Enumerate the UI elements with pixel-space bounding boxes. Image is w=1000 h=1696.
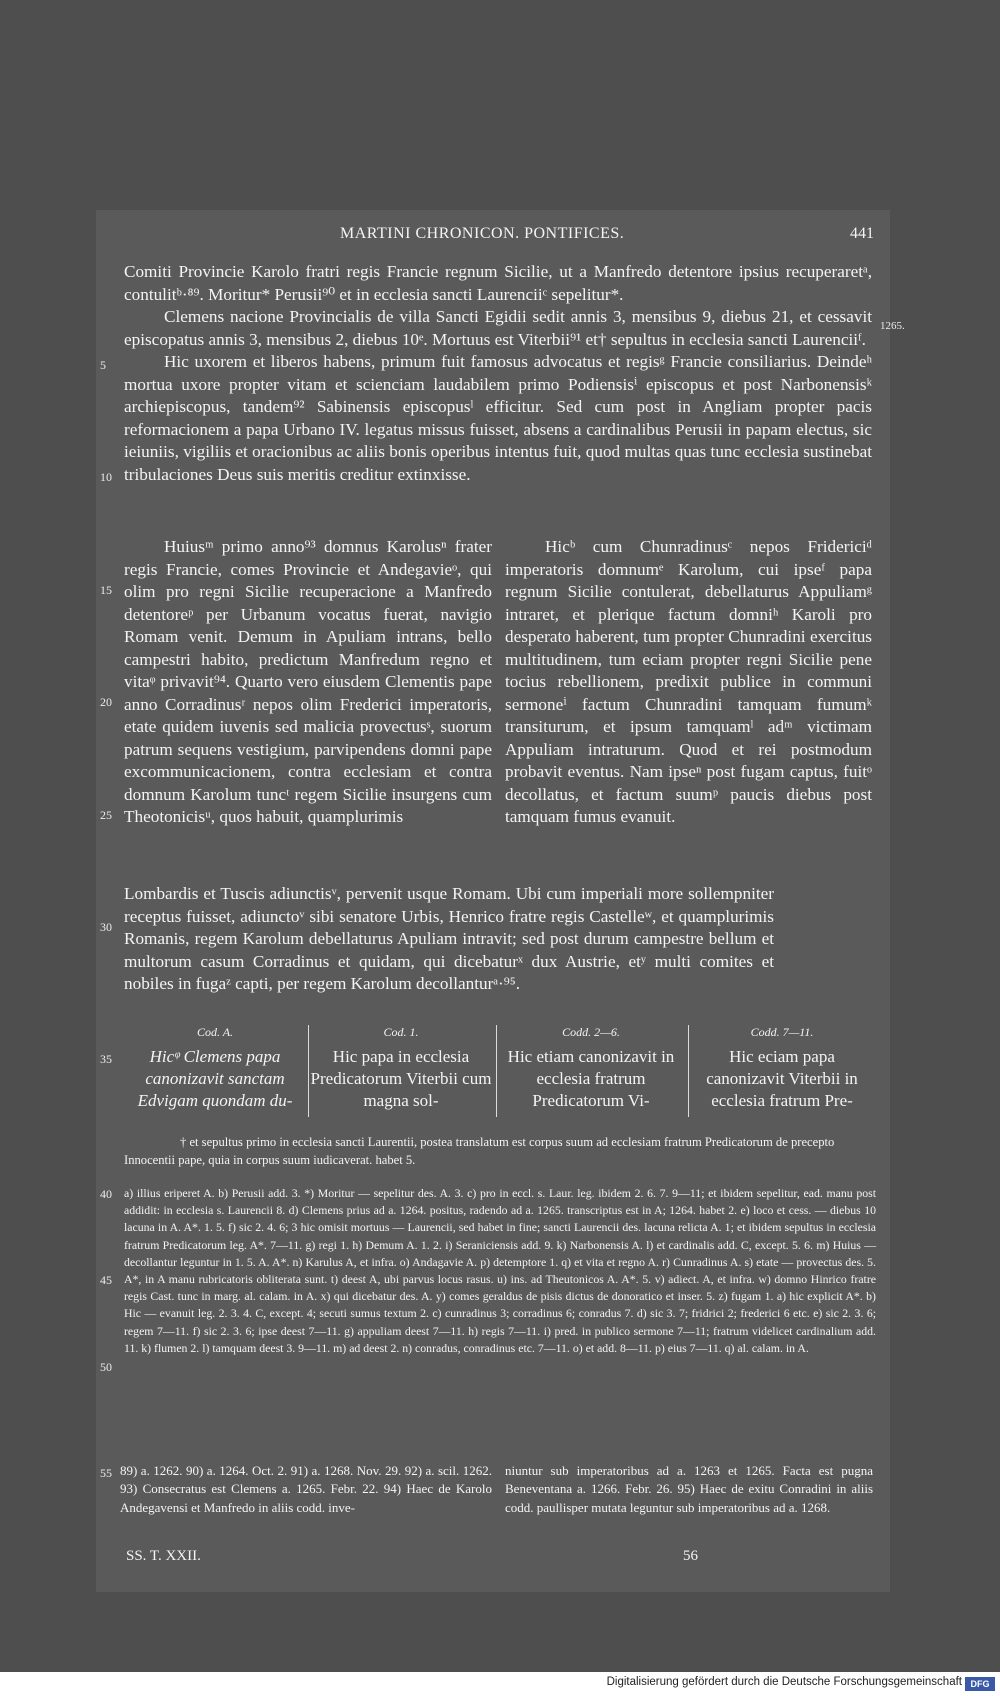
critical-notes-left: 89) a. 1262. 90) a. 1264. Oct. 2. 91) a. 1268. Nov. 29. 92) a. scil. 1262. 93) Consecratus est Clemens a. 1265. Febr. 22. 94) Haec de Karolo Andegavensi et Manfredo in aliis codd. inve- [120,1463,492,1515]
codex-text: Hic papa in ecclesia Predicatorum Viterbii cum magna sol- [310,1047,492,1110]
line-number: 40 [100,1187,112,1201]
critical-notes-right: niuntur sub imperatoribus ad a. 1263 et 1265. Facta est pugna Beneventana a. 1266. Febr. 26. 95) Haec de exitu Conradini in aliis codd. paullisper mutata leguntur sub imperatoribus ad a. 1268. [505,1463,873,1515]
paragraph: Huiusᵐ primo anno⁹³ domnus Karolusⁿ frater regis Francie, comes Provincie et Andegavieᵒ, qui olim pro regni Sicilie recuperacione a Manfredo detentoreᵖ per Urbanum vocatus fuerat, navigio Romam venit. Demum in Apuliam intrans, bello campestri habito, predictum Manfredum regno et vitaᵠ privavit⁹⁴. Quarto vero eiusdem Clementis pape anno Corradinusʳ nepos olim Frederici imperatoris, etate quidem iuvenis sed malicia provectusˢ, suorum patrum sequens vestigium, parvipendens domni pape excommunicacionem, contra ecclesiam et contra domnum Karolum tuncᵗ regem Sicilie insurgens cum Theotonicisᵘ, quos habuit, quamplurimis [124,537,492,826]
codices-table [124,1025,874,1117]
margin-year: 1265. [880,320,905,332]
paragraph: Clemens nacione Provincialis de villa Sancti Egidii sedit annis 3, mensibus 9, diebus 21, et cessavit episcopatus annis 3, mensibus 2, diebus 10ᵉ. Mortuus est Viterbii⁹¹ et† sepultus in ecclesia sancti Laurenciiᶠ. [124,307,872,349]
paragraph: Hic uxorem et liberos habens, primum fuit famosus advocatus et regisᵍ Francie consiliarius. Deindeʰ mortua uxore propter vitam et scienciam laudabilem primo Podiensisⁱ episcopus et post Narbonensisᵏ archiepiscopus, tandem⁹² Sabinensis episcopusˡ efficitur. Sed cum post in Angliam propter pacis reformacionem a papa Urbano IV. legatus missus fuisset, absens a cardinalibus Perusii in papam electus, sic ieiuniis, vigiliis et oracionibus ac aliis bonis operibus intentus fuit, quod multas quas tunc ecclesia sustinebat tribulaciones Deus suis meritis creditur extinxisse. [124,352,872,484]
codex-column [124,1025,306,1117]
line-number: 25 [100,808,112,822]
line-number: 50 [100,1360,112,1374]
paragraph: Comiti Provincie Karolo fratri regis Francie regnum Sicilie, ut a Manfredo detentore ipsius recuperaretᵃ, contulitᵇ·⁸⁹. Moritur* Perusii⁹⁰ et in ecclesia sancti Laurenciiᶜ sepelitur*. [124,262,872,304]
header-title: MARTINI CHRONICON. PONTIFICES. [340,225,625,242]
main-text [124,261,872,486]
line-number: 35 [100,1052,112,1066]
line-number: 15 [100,583,112,597]
dagger-note: † et sepultus primo in ecclesia sancti Laurentii, postea translatum est corpus suum ad ecclesiam fratrum Predicatorum de precepto Innocentii pape, quia in corpus suum iudicaverat. habet 5. [124,1135,835,1167]
codex-column [688,1025,875,1117]
paragraph: Lombardis et Tuscis adiunctisᵛ, pervenit usque Romam. Ubi cum imperiali more sollempniter receptus fuisset, adiunctoᵛ sibi senatore Urbis, Henrico fratre regis Castelleʷ, et quamplurimis Romanis, regem Karolum debellaturus Apuliam intravit; sed post durum campestre bellum et multorum casum Corradinus et quidam, qui dicebaturˣ dux Austrie, etʸ multi comites et nobiles in fugaᶻ capti, per regem Karolum decollanturᵃ·⁹⁵. [124,884,774,993]
codex-heading: Codd. 7—11. [750,1025,814,1039]
dfg-logo: DFG [965,1677,995,1691]
main-text-continued [124,883,774,996]
line-number: 10 [100,470,112,484]
codex-text: Hic etiam canonizavit in ecclesia fratrum Predicatorum Vi- [507,1047,675,1110]
line-number: 45 [100,1273,112,1287]
codex-column [496,1025,685,1117]
left-column [124,536,492,829]
line-number: 30 [100,920,112,934]
volume-signature: SS. T. XXII. [126,1548,201,1564]
codex-text: Hicᵠ Clemens papa canonizavit sanctam Edvigam quondam du- [137,1047,293,1110]
codex-column [308,1025,493,1117]
variant-notes: a) illius eriperet A. b) Perusii add. 3. *) Moritur — sepelitur des. A. 3. c) pro in eccl. s. Laur. leg. ibidem 2. 6. 7. 9—11; et ibidem sepelitur, ead. manu post addidit: in ecclesia s. Laurencii 8. d) Clemens prius ad a. 1264. positus, radendo ad a. 1265. transcriptus est in A; 1264. habet 2. e) loco et cess. — diebus 10 lacuna in A. A*. 1. 5. f) sic 2. 4. 6; 3 hic omisit mortuus — Laurencii, sed habet in fine; sancti Laurencii des. lacuna relicta A. 1; et ibidem sepultus in ecclesia fratrum Predicatorum leg. A*. 7—11. g) regi 1. h) Demum A. 1. 2. i) Seraniciensis add. 9. k) Narbonensis A. l) et cardinalis add. C, except. 5. 6. m) Huius — decollantur leguntur in 1. 5. A. A*. n) Karulus A, et infra. o) Andagavie A. p) detemptore 1. q) et vita et regno A. r) Cunradinus A. s) etate — provectus des. 5. A*, in A manu rubricatoris obliterata sunt. t) deest A, ubi parvus locus rasus. u) ins. ad Theutonicos A. A*. 5. v) adiect. A, et infra. w) domno Hinrico fratre regis Cast. tunc in marg. al. calam. in A. x) qui dicebatur des. A. y) comes geraldus de pisis dictus de donoratico et inser. 5. z) fugam 1. a) hic explicit A*. b) Hic — evanuit leg. 2. 3. 4. C, except. 4; secuti sumus textum 2. c) cunradinus 3; corradinus 6; conradus 7. d) sic 3. 7; fridrici 2; frederici 6 etc. e) sic 2. 3. 6; regem 7—11. f) sic 2. 3. 6; ipse deest 7—11. g) appuliam deest 7—11. h) regis 7—11. i) pred. in publico sermone 7—11; fratrum videlicet cardinalium add. 11. k) flumen 2. l) tamquam deest 3. 9—11. m) ad deest 2. n) conradus, conradinus etc. 7—11. o) et add. 8—11. p) eius 7—11. q) al. calam. in A. [124,1186,876,1355]
codex-text: Hic eciam papa canonizavit Viterbii in ecclesia fratrum Pre- [706,1047,858,1110]
column-gap [497,536,498,876]
codex-heading: Cod. A. [196,1025,234,1039]
line-number: 5 [100,358,106,372]
codex-heading: Codd. 2—6. [562,1025,620,1039]
sheet-number: 56 [683,1548,698,1564]
funding-credit: Digitalisierung gefördert durch die Deutsche Forschungsgemeinschaft [606,1676,962,1688]
page-number: 441 [850,225,874,242]
line-number: 20 [100,695,112,709]
line-number: 55 [100,1466,112,1480]
codex-heading: Cod. 1. [383,1025,419,1039]
right-column [505,536,872,829]
paragraph: Hicᵇ cum Chunradinusᶜ nepos Fridericiᵈ imperatoris domnumᵉ Karolum, cui ipseᶠ papa regnum Sicilie contulerat, debellaturus Appuliamᵍ intraret, et plerique factum domniʰ Karoli pro desperato haberent, tum propter Chunradini exercitus multitudinem, tum eciam propter regni Sicilie pene tocius rebellionem, predixit publice in communi sermoneⁱ factum Chunradini tamquam fumumᵏ transiturum, et ipsum tamquamˡ adᵐ victimam Appuliam intraturum. Quod et rei postmodum probavit eventus. Nam ipseⁿ post fugam captus, fuitᵒ decollatus, et factum suumᵖ paucis diebus post tamquam fumus evanuit. [505,537,872,826]
